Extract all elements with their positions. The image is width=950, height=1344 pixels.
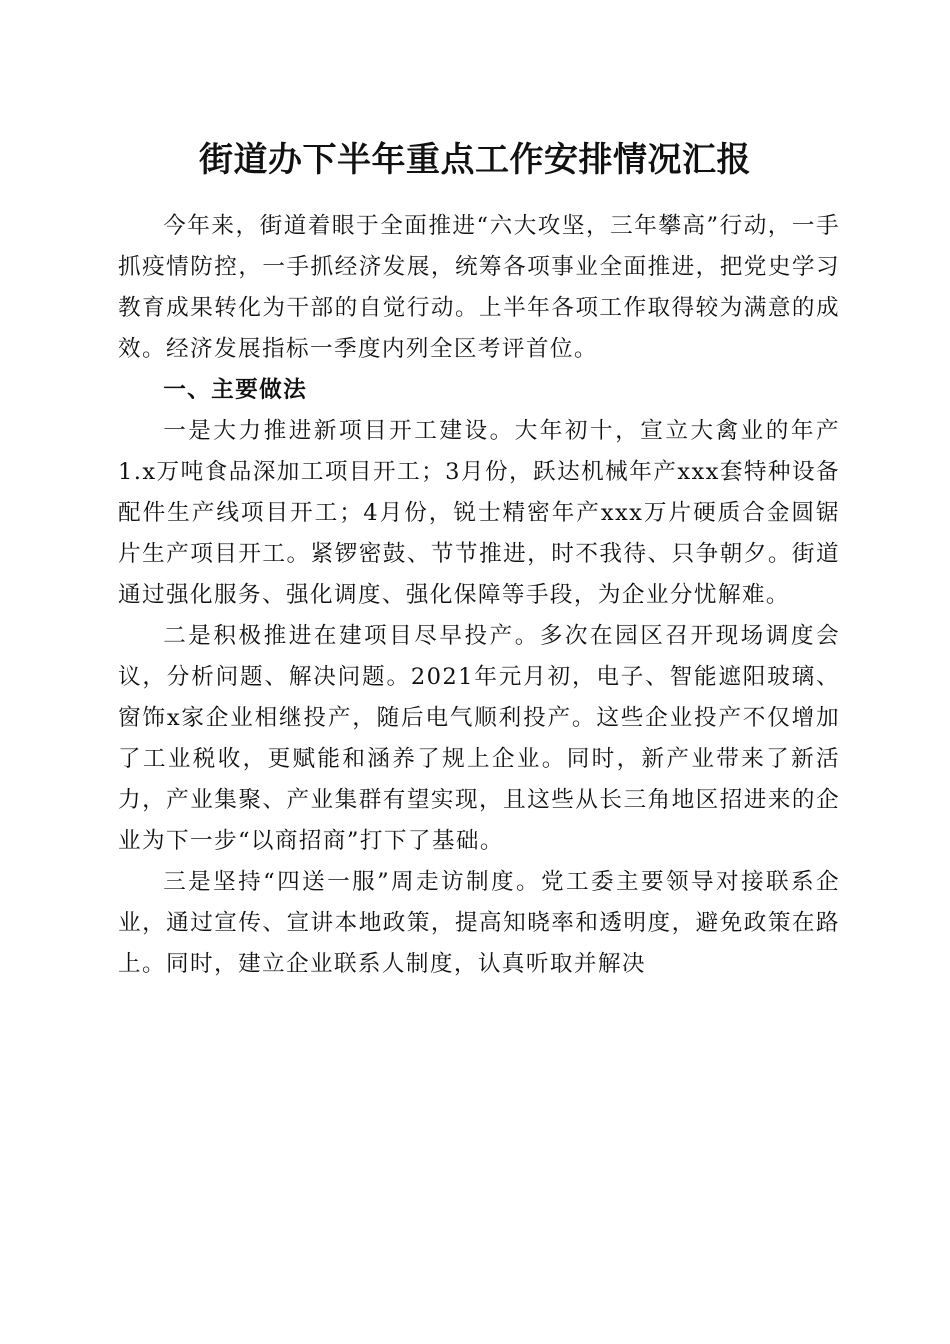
item-paragraph-1 bbox=[118, 411, 840, 616]
item-paragraph-2 bbox=[118, 616, 840, 862]
item-text-2: 多次在园区召开现场调度会议，分析问题、解决问题。2021年元月初，电子、智能遮阳玻璃、窗饰x家企业相继投产，随后电气顺利投产。这些企业投产不仅增加了工业税收，更赋能和涵养了规上企业。同时，新产业带来了新活力，产业集聚、产业集群有望实现，且这些从长三角地区招进来的企业为下一步“以商招商”打下了基础。 bbox=[118, 623, 840, 854]
item-lead-2: 二是积极推进在建项目尽早投产。 bbox=[163, 623, 540, 649]
item-text-3: 党工委主要领导对接联系企业，通过宣传、宣讲本地政策，提高知晓率和透明度，避免政策在路上。同时，建立企业联系人制度，认真听取并解决 bbox=[118, 869, 840, 977]
section-heading-main-practices: 一、主要做法 bbox=[163, 377, 308, 403]
document-body bbox=[118, 206, 840, 985]
item-lead-3: 三是坚持“四送一服”周走访制度。 bbox=[163, 869, 542, 895]
item-text-1: 大年初十，宣立大禽业的年产1.x万吨食品深加工项目开工；3月份，跃达机械年产xxx套特种设备配件生产线项目开工；4月份，锐士精密年产xxx万片硬质合金圆锯片生产项目开工。紧锣密鼓、节节推进，时不我待、只争朝夕。街道通过强化服务、强化调度、强化保障等手段，为企业分忧解难。 bbox=[118, 418, 840, 608]
document-title: 街道办下半年重点工作安排情况汇报 bbox=[199, 140, 751, 180]
intro-paragraph: 今年来，街道着眼于全面推进“六大攻坚，三年攀高”行动，一手抓疫情防控，一手抓经济发展，统筹各项事业全面推进，把党史学习教育成果转化为干部的自觉行动。上半年各项工作取得较为满意的成效。经济发展指标一季度内列全区考评首位。 bbox=[118, 213, 840, 362]
item-lead-1: 一是大力推进新项目开工建设。 bbox=[163, 418, 515, 444]
item-paragraph-3 bbox=[118, 862, 840, 985]
